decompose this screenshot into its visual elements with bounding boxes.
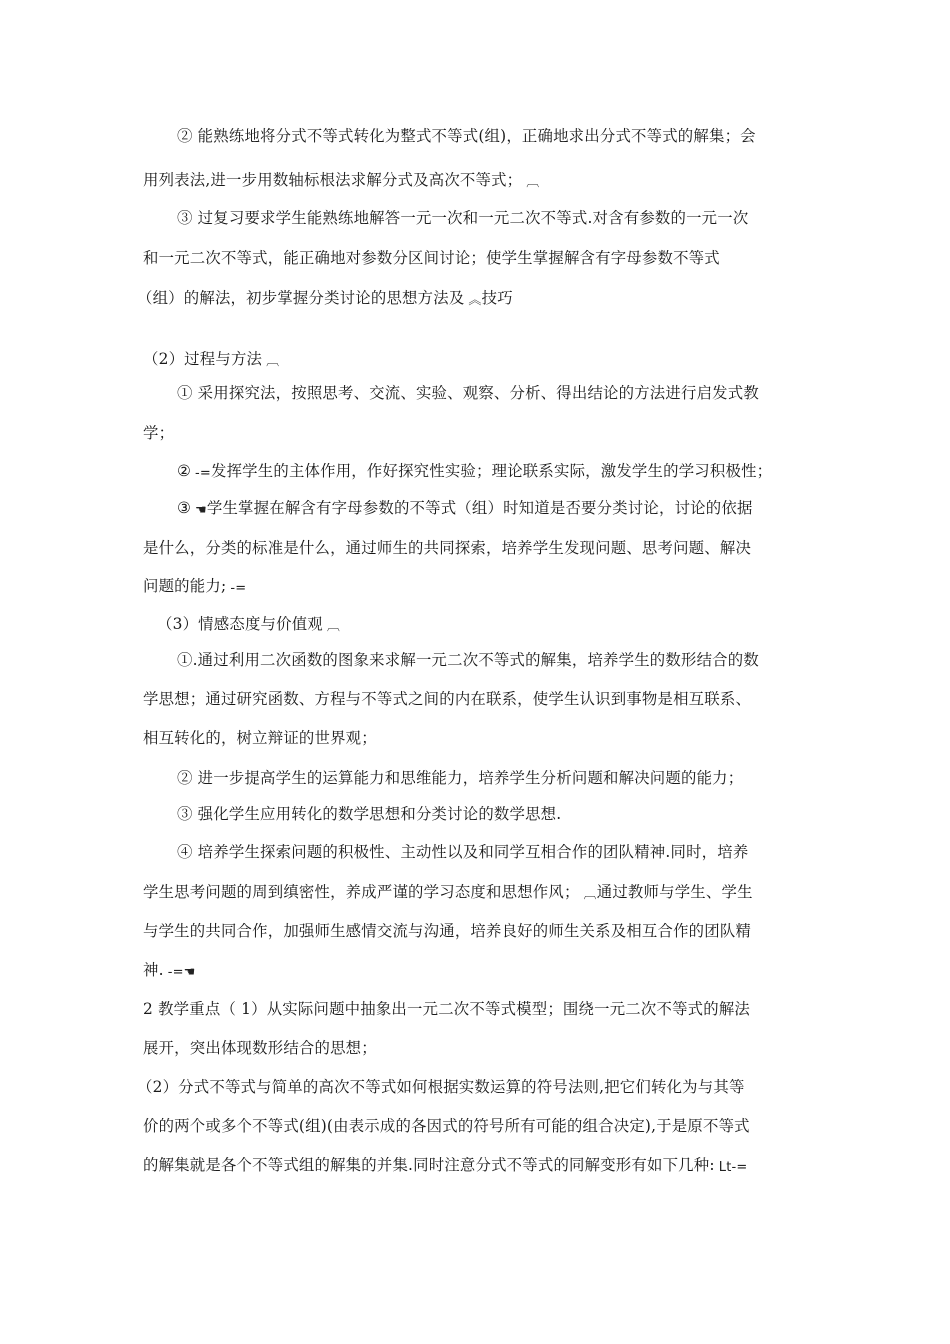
text-line [143,170,539,193]
text-line [143,1155,747,1178]
text-line [177,804,561,824]
line-tail: 发挥学生的主体作用，作好探究性实验；理论联系实际，激发学生的学习积极性； [210,462,773,480]
section-heading [143,999,750,1019]
line-text: ③ 过复习要求学生能熟练地解答一元一次和一元二次不等式.对含有参数的一元一次 [177,209,749,227]
artifact-mark-icon: -= [195,466,211,481]
artifact-mark-icon: ☚ [195,503,207,518]
text-line [177,126,756,146]
line-text: 展开，突出体现数形结合的思想； [143,1039,377,1057]
artifact-mark-icon: ︹ [583,887,597,902]
line-text: （3）情感态度与价值观 [157,615,323,633]
text-line [177,498,753,521]
text-line [137,1077,745,1097]
text-line [143,882,753,905]
artifact-mark-icon: -= [230,581,247,596]
line-text: 学； [143,424,175,442]
line-text: （2）过程与方法 [143,350,263,368]
line-text: ② 进一步提高学生的运算能力和思维能力，培养学生分析问题和解决问题的能力； [177,769,744,787]
line-text: ② 能熟练地将分式不等式转化为整式不等式(组)，正确地求出分式不等式的解集；会 [177,127,756,145]
text-line [143,423,174,443]
text-line [143,1038,377,1058]
text-line [137,288,513,311]
text-line [177,842,748,862]
artifact-mark-icon: Lt-= [718,1160,748,1175]
line-tail: 学生掌握在解含有字母参数的不等式（组）时知道是否要分类讨论，讨论的依据 [206,499,753,517]
text-line [143,1116,750,1136]
text-line [177,383,759,403]
line-text: ① 采用探究法，按照思考、交流、实验、观察、分析、得出结论的方法进行启发式教 [177,384,759,402]
artifact-mark-icon: -=☚ [167,965,196,980]
line-text: ①.通过利用二次函数的图象来求解一元二次不等式的解集，培养学生的数形结合的数 [177,651,759,669]
text-line [177,461,772,484]
section-heading [143,349,279,372]
artifact-mark-icon: ︹ [526,175,540,190]
line-text: 学思想；通过研究函数、方程与不等式之间的内在联系，使学生认识到事物是相互联系、 [143,690,752,708]
text-line [177,650,759,670]
line-text: 问题的能力; [143,577,227,595]
line-text: ④ 培养学生探索问题的积极性、主动性以及和同学互相合作的团队精神.同时，培养 [177,843,749,861]
line-text: 与学生的共同合作，加强师生感情交流与沟通，培养良好的师生关系及相互合作的团队精 [143,922,752,940]
text-line [143,576,246,599]
text-line [143,728,377,748]
artifact-mark-icon: ︹ [326,619,341,634]
text-line [177,208,748,228]
line-text: ③ [177,499,191,517]
line-text: （2）分式不等式与简单的高次不等式如何根据实数运算的符号法则,把它们转化为与其等 [137,1078,745,1096]
text-line [143,960,196,983]
text-line [143,689,751,709]
line-text: 价的两个或多个不等式(组)(由表示成的各因式的符号所有可能的组合决定),于是原不等式 [143,1117,750,1135]
line-text: 用列表法,进一步用数轴标根法求解分式及高次不等式； [143,171,523,189]
text-line [143,538,751,558]
text-line [143,248,720,268]
line-text: 2 教学重点（ 1）从实际问题中抽象出一元二次不等式模型；围绕一元二次不等式的解法 [143,1000,751,1018]
line-text: 的解集就是各个不等式组的解集的并集.同时注意分式不等式的同解变形有如下几种: [143,1156,715,1174]
line-tail: 通过教师与学生、学生 [596,883,753,901]
section-heading [157,614,340,637]
line-text: ② [177,462,191,480]
artifact-mark-icon: ︹ [266,354,280,369]
line-text: 是什么，分类的标准是什么，通过师生的共同探索，培养学生发现问题、思考问题、解决 [143,539,752,557]
line-text: 相互转化的，树立辩证的世界观； [143,729,377,747]
line-text: 学生思考问题的周到缜密性，养成严谨的学习态度和思想作风； [143,883,580,901]
artifact-mark-icon: ︽ [468,293,482,308]
text-line [143,921,751,941]
line-tail: 技巧 [481,289,513,307]
line-text: ③ 强化学生应用转化的数学思想和分类讨论的数学思想. [177,805,562,823]
line-text: （组）的解法，初步掌握分类讨论的思想方法及 [137,289,465,307]
line-text: 神. [143,961,164,979]
line-text: 和一元二次不等式，能正确地对参数分区间讨论；使学生掌握解含有字母参数不等式 [143,249,720,267]
text-line [177,768,743,788]
